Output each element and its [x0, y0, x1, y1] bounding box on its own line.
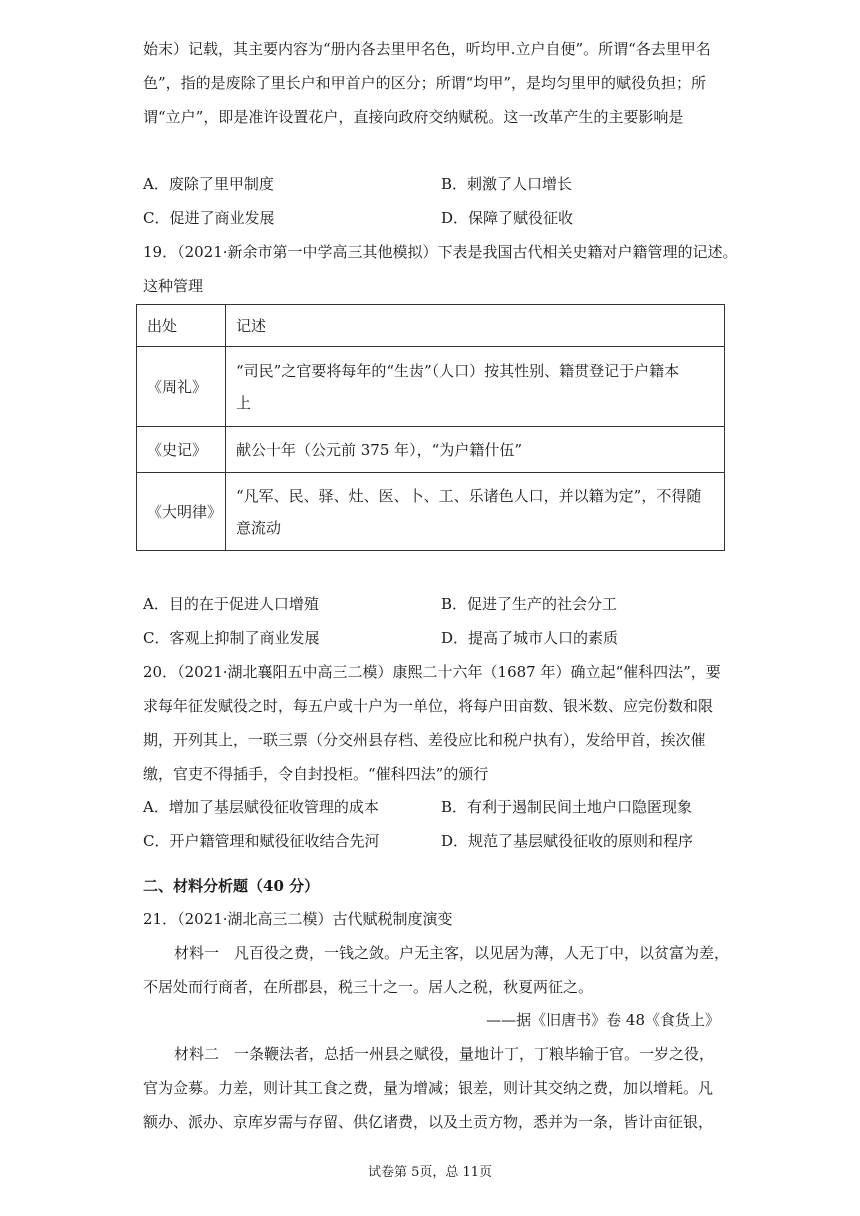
- q20-option-b: B．有利于遏制民间土地户口隐匿现象: [441, 798, 693, 816]
- material-1-line-2: 不居处而行商者，在所郡县，税三十之一。居人之税，秋夏两征之。: [143, 978, 594, 996]
- q20-option-a: A．增加了基层赋役征收管理的成本: [143, 798, 379, 816]
- section-title: 二、材料分析题（40 分）: [143, 877, 320, 895]
- q19-line-2: 这种管理: [143, 277, 204, 295]
- table-cell-text: 意流动: [236, 518, 282, 537]
- q20-line-2: 求每年征发赋役之时，每五户或十户为一单位，将每户田亩数、银米数、应完份数和限: [143, 697, 714, 715]
- material-2-line-1: 材料二 一条鞭法者，总括一州县之赋役，量地计丁，丁粮毕输于官。一岁之役，: [174, 1045, 715, 1063]
- table-header-record: 记述: [226, 305, 725, 347]
- table-row: [137, 427, 725, 473]
- table-cell-record: [226, 473, 725, 551]
- q18-line-3: 谓“立户”，即是准许设置花户，直接向政府交纳赋税。这一改革产生的主要影响是: [143, 108, 684, 126]
- q20-line-3: 期，开列其上，一联三票（分交州县存档、差役应比和税户执有），发给甲首，挨次催: [143, 731, 706, 749]
- page-footer: 试卷第 5页，总 11页: [367, 1165, 493, 1180]
- table-cell-source: 《史记》: [137, 427, 226, 473]
- table-cell-source: 《大明律》: [137, 473, 226, 551]
- table-cell-text: “司民”之官要将每年的“生齿”（人口）按其性别、籍贯登记于户籍本: [236, 361, 680, 380]
- material-1-line-1: 材料一 凡百役之费，一钱之敛。户无主客，以见居为薄，人无丁中，以贫富为差，: [174, 944, 730, 962]
- q19-line-1: 19．（2021·新余市第一中学高三其他模拟）下表是我国古代相关史籍对户籍管理的记述。: [143, 243, 738, 261]
- household-records-table: [136, 304, 725, 551]
- q19-option-b: B．促进了生产的社会分工: [441, 595, 618, 613]
- q18-option-d: D．保障了赋役征收: [441, 209, 574, 227]
- q19-option-d: D．提高了城市人口的素质: [441, 629, 619, 647]
- table-header-row: [137, 305, 725, 347]
- material-1-source: ——据《旧唐书》卷 48《食货上》: [486, 1011, 720, 1029]
- q20-option-d: D．规范了基层赋役征收的原则和程序: [441, 832, 694, 850]
- q20-line-1: 20．（2021·湖北襄阳五中高三二模）康熙二十六年（1687 年）确立起“催科四法”，要: [143, 663, 721, 681]
- q18-option-a: A．废除了里甲制度: [143, 175, 274, 193]
- q20-option-c: C．开户籍管理和赋役征收结合先河: [143, 832, 380, 850]
- q19-option-a: A．目的在于促进人口增殖: [143, 595, 319, 613]
- q18-option-b: B．刺激了人口增长: [441, 175, 573, 193]
- q18-option-c: C．促进了商业发展: [143, 209, 275, 227]
- q18-line-2: 色”，指的是废除了里长户和甲首户的区分；所谓“均甲”，是均匀里甲的赋役负担；所: [143, 74, 707, 92]
- material-2-line-2: 官为佥募。力差，则计其工食之费，量为增减；银差，则计其交纳之费，加以增耗。凡: [143, 1079, 714, 1097]
- table-row: [137, 347, 725, 427]
- q18-line-1: 始末）记载，其主要内容为“册内各去里甲名色，听均甲.立户自便”。所谓“各去里甲名: [143, 40, 711, 58]
- table-cell-record: 献公十年（公元前 375 年），“为户籍什伍”: [226, 427, 725, 473]
- q21-title: 21．（2021·湖北高三二模）古代赋税制度演变: [143, 910, 453, 928]
- table-cell-record: [226, 347, 725, 427]
- q19-option-c: C．客观上抑制了商业发展: [143, 629, 320, 647]
- table-cell-source: 《周礼》: [137, 347, 226, 427]
- table-cell-text: 上: [236, 393, 252, 412]
- table-cell-text: “凡军、民、驿、灶、医、卜、工、乐诸色人口，并以籍为定”，不得随: [236, 486, 702, 505]
- table-header-source: 出处: [137, 305, 226, 347]
- table-row: [137, 473, 725, 551]
- q20-line-4: 缴，官吏不得插手，令自封投柜。“催科四法”的颁行: [143, 765, 489, 783]
- material-2-line-3: 额办、派办、京库岁需与存留、供亿诸费，以及土贡方物，悉并为一条，皆计亩征银，: [143, 1113, 714, 1131]
